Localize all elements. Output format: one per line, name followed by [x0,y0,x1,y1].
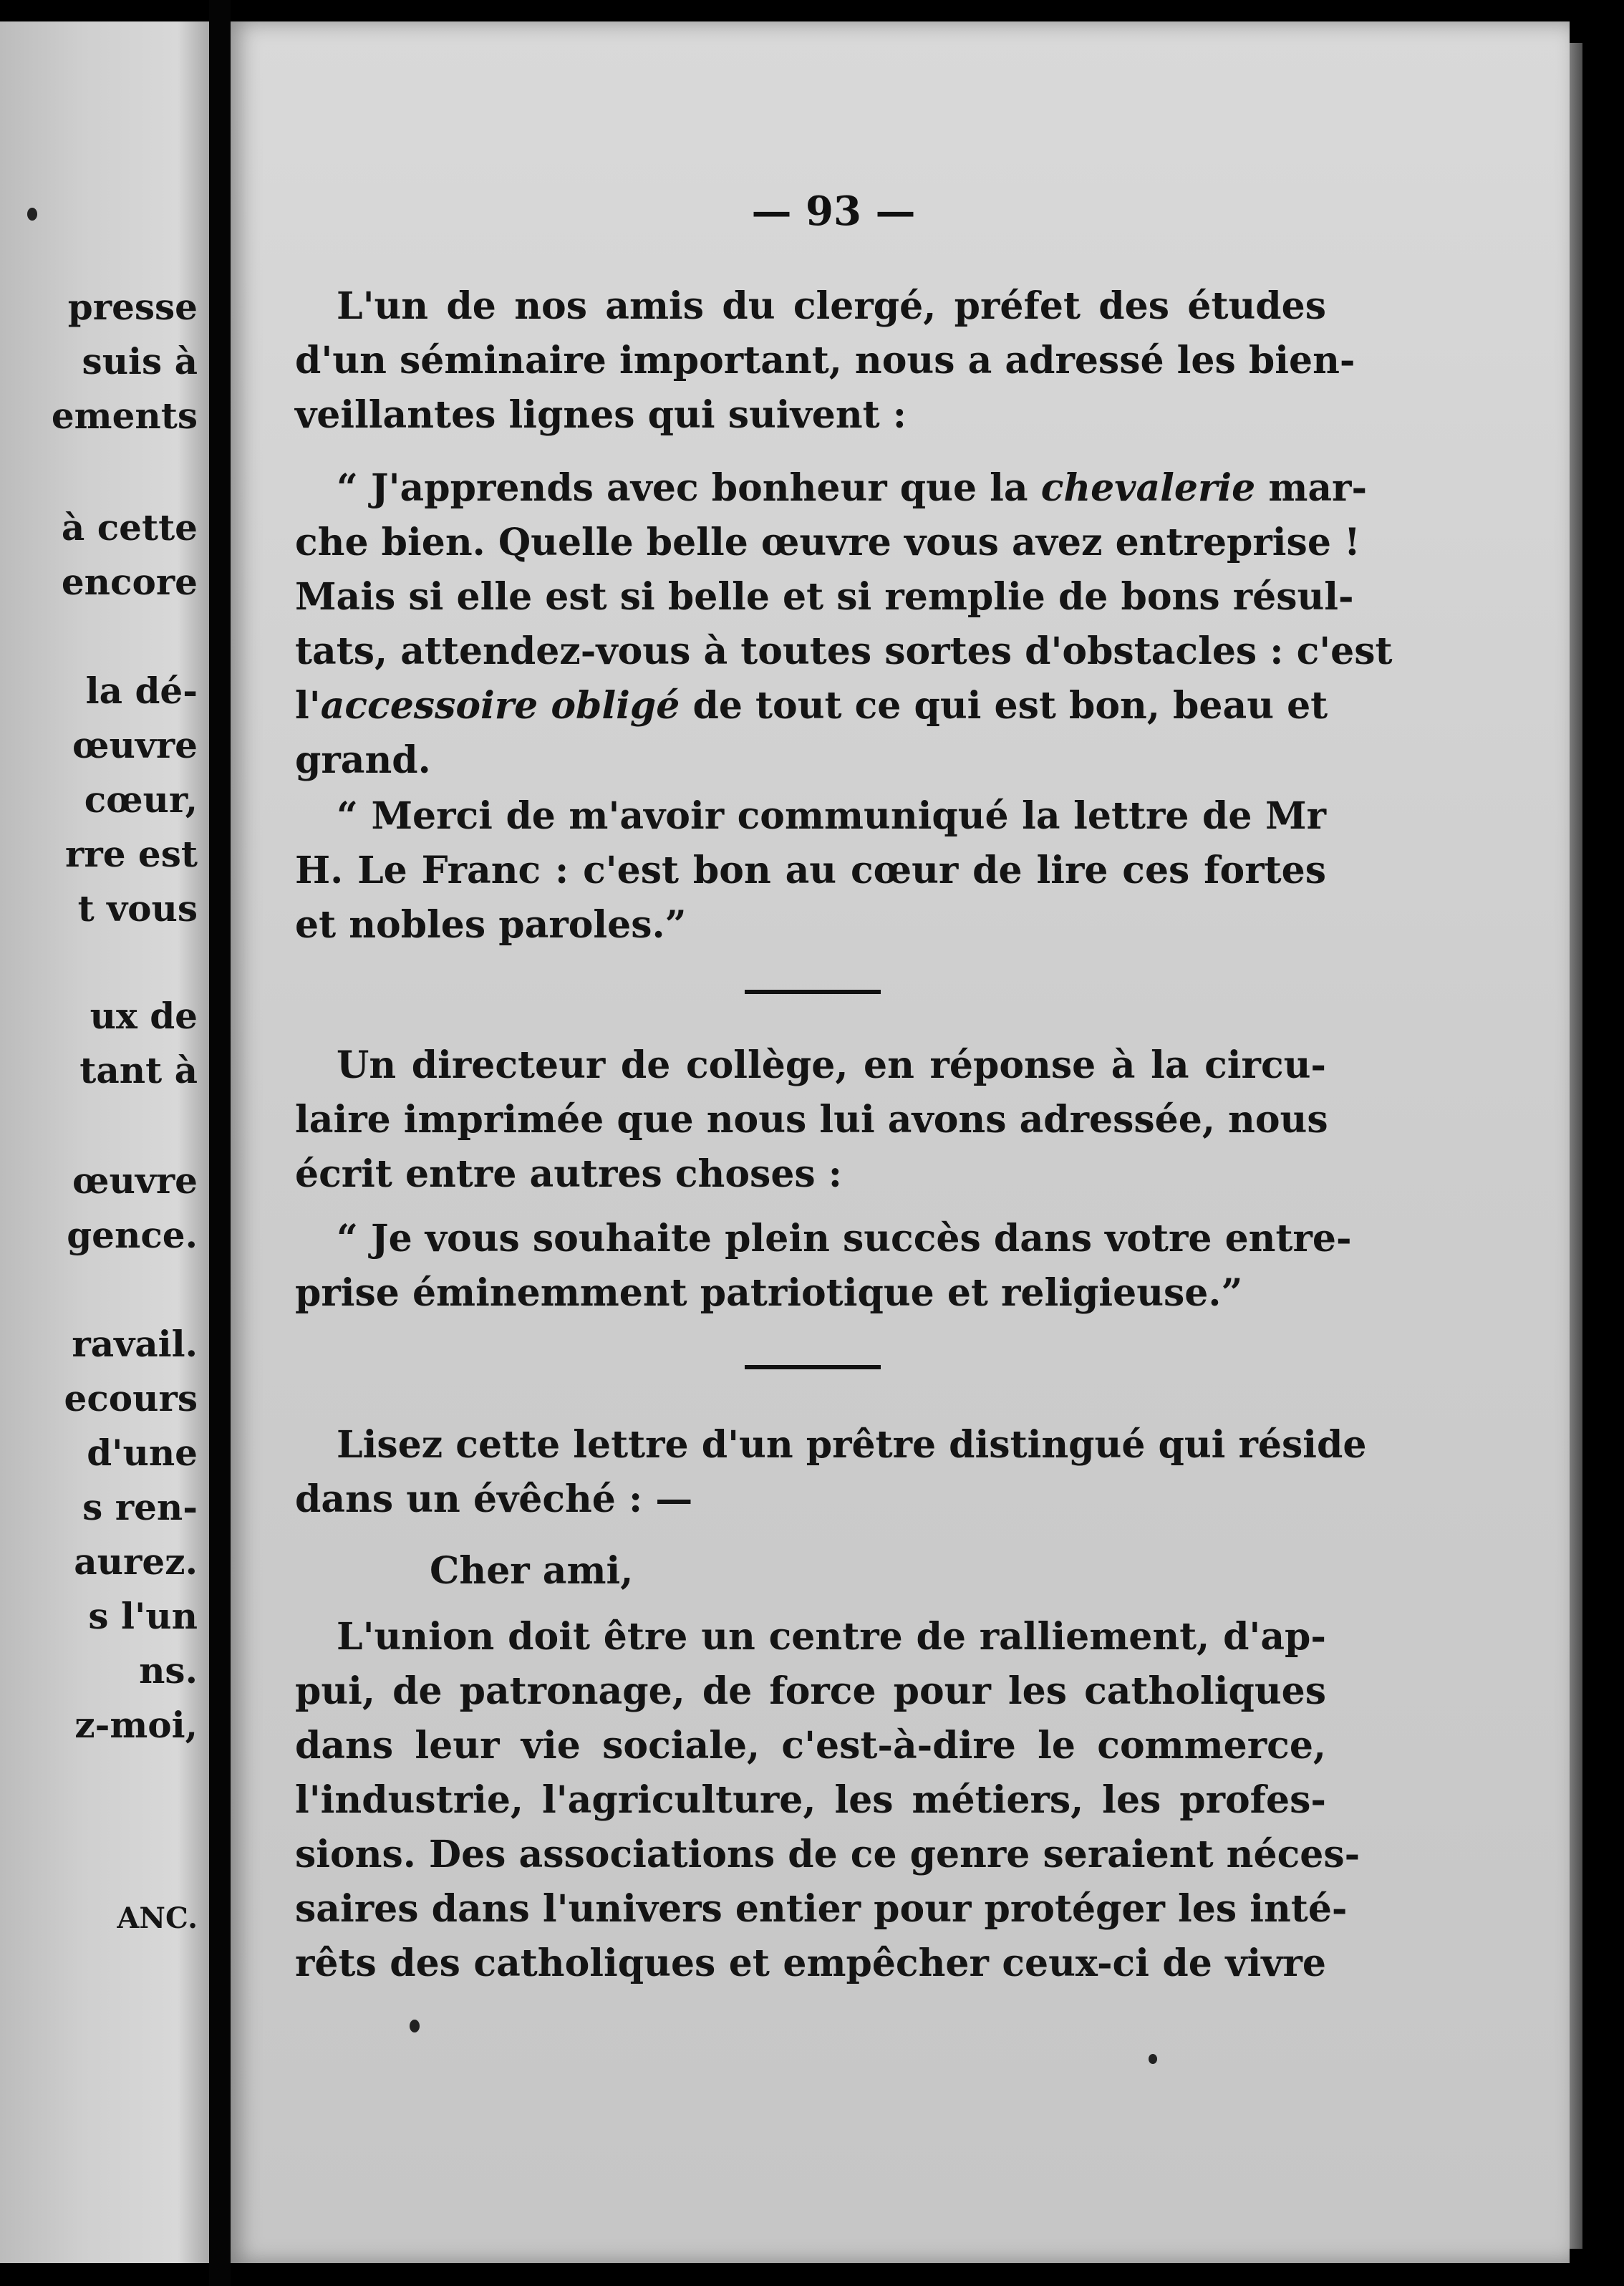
text-line: sions. Des associations de ce genre seraient néces- [295,1833,1360,1876]
section-divider [745,1365,881,1369]
text-line: H. Le Franc : c'est bon au cœur de lire ces fortes [295,849,1326,892]
section-divider [745,990,881,994]
previous-page-fragment [0,21,209,2263]
text-line: grand. [295,738,431,782]
text-line: dans un évêché : — [295,1477,693,1521]
text-span: de tout ce qui est bon, beau et [680,684,1328,728]
text-line: che bien. Quelle belle œuvre vous avez entreprise ! [295,521,1360,564]
text-line: écrit entre autres choses : [295,1152,842,1196]
left-fragment-line: aurez. [74,1540,198,1583]
text-line: “ Je vous souhaite plein succès dans votre entre- [337,1217,1352,1260]
speck [1149,2054,1157,2064]
left-fragment-line: ecours [64,1377,198,1419]
text-line: d'un séminaire important, nous a adressé les bien- [295,339,1355,382]
text-line: “ Merci de m'avoir communiqué la lettre de Mr [337,794,1326,838]
left-fragment-line: encore [61,561,198,603]
left-fragment-line: t vous [77,887,198,930]
text-line: tats, attendez-vous à toutes sortes d'obstacles : c'est [295,630,1393,673]
left-fragment-line: la dé- [85,670,198,712]
left-fragment-line: ux de [90,995,198,1037]
left-fragment-line: s ren- [82,1486,198,1528]
left-fragment-line: ravail. [72,1323,198,1365]
text-span: mar- [1255,466,1368,510]
left-fragment-line: œuvre [72,1159,198,1202]
left-fragment-line: cœur, [84,778,198,821]
text-line: saires dans l'univers entier pour protéger les inté- [295,1887,1348,1931]
text-line: Lisez cette lettre d'un prêtre distingué qui réside [337,1423,1367,1467]
left-fragment-line: ANC. [117,1901,198,1935]
text-line: pui, de patronage, de force pour les catholiques [295,1669,1326,1713]
letter-salutation: Cher ami, [430,1549,634,1593]
text-line: L'un de nos amis du clergé, préfet des études [337,284,1326,328]
text-line: Un directeur de collège, en réponse à la circu- [337,1043,1326,1087]
text-span: “ J'apprends avec bonheur que la [337,466,1041,510]
left-fragment-line: ements [51,395,198,437]
text-line: laire imprimée que nous lui avons adressée, nous [295,1098,1328,1142]
text-line: L'union doit être un centre de ralliement, d'ap- [337,1615,1326,1659]
left-fragment-line: gence. [67,1214,198,1256]
text-line: Mais si elle est si belle et si remplie de bons résul- [295,575,1354,619]
left-fragment-line: suis à [82,340,198,382]
text-line: veillantes lignes qui suivent : [295,393,907,437]
text-line: prise éminemment patriotique et religieuse.” [295,1271,1243,1315]
text-line [337,466,1368,510]
page-number: — 93 — [751,188,916,235]
left-fragment-line: ns. [139,1649,198,1692]
left-fragment-line: z-moi, [74,1704,198,1746]
left-fragment-line: à cette [61,506,198,549]
text-line: dans leur vie sociale, c'est-à-dire le commerce, [295,1724,1326,1767]
text-line [295,685,1326,728]
text-line: rêts des catholiques et empêcher ceux-ci de vivre [295,1942,1326,1985]
speck [410,2020,420,2032]
italic-span: chevalerie [1040,466,1256,510]
left-fragment-line: presse [67,286,198,328]
text-line: et nobles paroles.” [295,903,687,947]
left-fragment-line: rre est [65,833,198,875]
italic-span: accessoire obligé [320,684,680,728]
left-fragment-line: tant à [79,1049,198,1091]
book-gutter [209,0,231,2286]
left-fragment-line: s l'un [88,1595,198,1637]
left-fragment-line: œuvre [72,724,198,766]
text-line: l'industrie, l'agriculture, les métiers, les profes- [295,1778,1326,1822]
left-fragment-line: d'une [87,1432,198,1474]
text-span: l' [295,684,321,728]
